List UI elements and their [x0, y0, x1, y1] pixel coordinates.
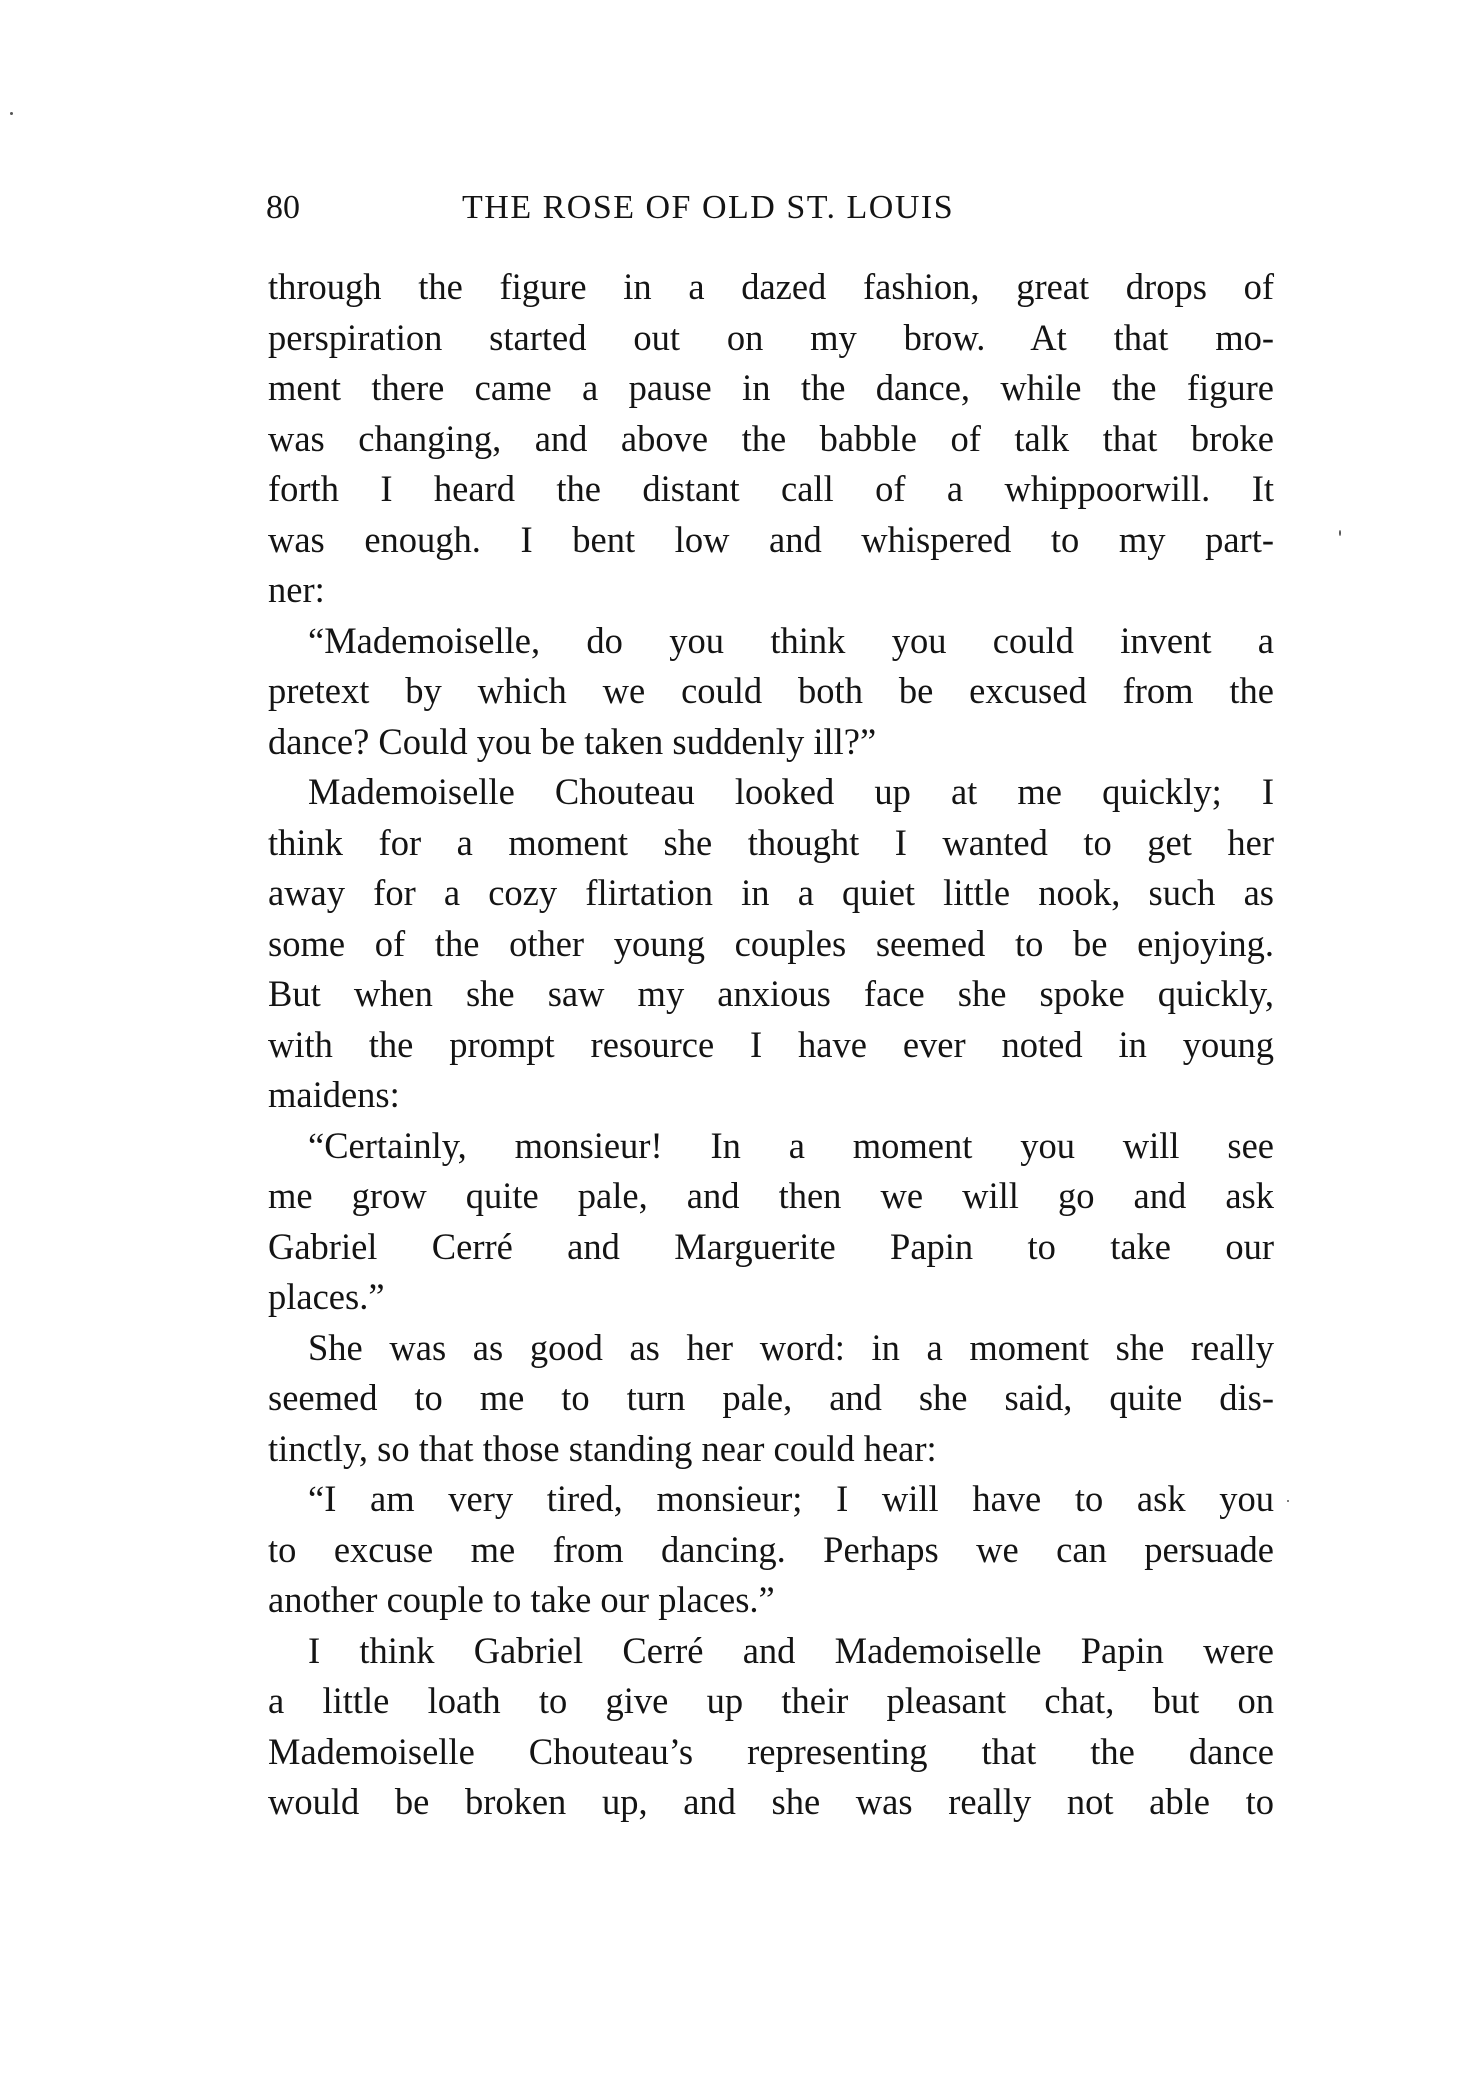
text-line: But when she saw my anxious face she spoke quickly,: [268, 973, 1274, 1014]
text-line: a little loath to give up their pleasant chat, but on: [268, 1680, 1274, 1721]
text-line: Gabriel Cerré and Marguerite Papin to take our: [268, 1225, 1274, 1267]
text-line: “I am very tired, monsieur; I will have to ask you: [308, 1478, 1274, 1519]
text-line: was changing, and above the babble of talk that broke: [268, 417, 1274, 459]
text-line: me grow quite pale, and then we will go and ask: [268, 1175, 1274, 1216]
body-text: [268, 262, 1274, 1828]
text-line: would be broken up, and she was really not able to: [268, 1781, 1274, 1822]
scan-speck: [10, 112, 13, 115]
text-line: away for a cozy flirtation in a quiet little nook, such as: [268, 872, 1274, 913]
scan-speck: [1339, 530, 1341, 536]
text-line: places.”: [268, 1276, 385, 1317]
text-line: She was as good as her word: in a moment she really: [308, 1326, 1274, 1368]
text-line: another couple to take our places.”: [268, 1579, 775, 1620]
text-line: “Certainly, monsieur! In a moment you will see: [308, 1124, 1274, 1166]
text-line: ner:: [268, 569, 325, 610]
scan-speck: [1287, 1500, 1289, 1502]
text-line: perspiration started out on my brow. At that mo-: [268, 316, 1274, 358]
text-line: think for a moment she thought I wanted to get her: [268, 821, 1274, 863]
text-line: ment there came a pause in the dance, while the figure: [268, 367, 1274, 408]
running-title: THE ROSE OF OLD ST. LOUIS: [462, 189, 955, 226]
text-line: seemed to me to turn pale, and she said, quite dis-: [268, 1377, 1274, 1418]
text-line: pretext by which we could both be excused from the: [268, 670, 1274, 711]
page-number: 80: [266, 189, 300, 226]
text-line: forth I heard the distant call of a whippoorwill. It: [268, 468, 1274, 509]
text-line: was enough. I bent low and whispered to my part-: [268, 518, 1274, 560]
text-line: with the prompt resource I have ever noted in young: [268, 1023, 1274, 1065]
text-line: “Mademoiselle, do you think you could invent a: [308, 619, 1274, 661]
text-line: tinctly, so that those standing near could hear:: [268, 1427, 937, 1469]
text-line: Mademoiselle Chouteau looked up at me quickly; I: [308, 771, 1274, 812]
text-line: dance? Could you be taken suddenly ill?”: [268, 720, 877, 762]
text-line: I think Gabriel Cerré and Mademoiselle Papin were: [308, 1629, 1274, 1671]
text-line: maidens:: [268, 1074, 400, 1115]
text-line: to excuse me from dancing. Perhaps we can persuade: [268, 1528, 1274, 1570]
text-line: Mademoiselle Chouteau’s representing that the dance: [268, 1730, 1274, 1772]
text-line: some of the other young couples seemed to be enjoying.: [268, 922, 1274, 964]
text-line: through the figure in a dazed fashion, great drops of: [268, 266, 1274, 307]
